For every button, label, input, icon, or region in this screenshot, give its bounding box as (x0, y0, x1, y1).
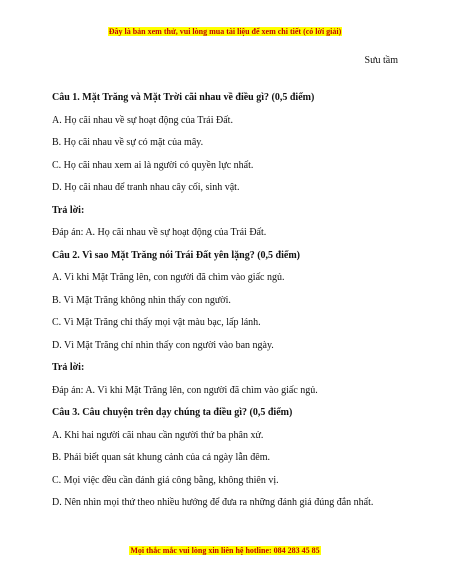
answer-option: B. Phải biết quan sát khung cảnh của cả ngày lẫn đêm. (52, 452, 270, 463)
hotline-banner-text: Mọi thắc mắc vui lòng xin liên hệ hotline: 084 283 45 85 (130, 546, 320, 555)
hotline-banner (0, 546, 450, 556)
source-note: Sưu tầm (364, 55, 398, 66)
preview-banner (0, 27, 450, 37)
answer-option: B. Vì Mặt Trăng không nhìn thấy con người. (52, 294, 231, 306)
answer-option: C. Họ cãi nhau xem ai là người có quyền lực nhất. (52, 159, 254, 171)
answer-label: Trả lời: (52, 204, 85, 216)
question-heading: Câu 2. Vì sao Mặt Trăng nói Trái Đất yên lặng? (0,5 điểm) (52, 249, 300, 261)
answer-option: A. Khi hai người cãi nhau cần người thứ ba phân xử. (52, 429, 264, 441)
question-heading: Câu 3. Câu chuyện trên dạy chúng ta điều gì? (0,5 điểm) (52, 407, 293, 418)
question-heading: Câu 1. Mặt Trăng và Mặt Trời cãi nhau về điều gì? (0,5 điểm) (52, 92, 315, 103)
answer-option: C. Mọi việc đều cần đánh giá công bằng, không thiên vị. (52, 474, 279, 486)
answer-option: D. Vì Mặt Trăng chỉ nhìn thấy con người vào ban ngày. (52, 339, 274, 351)
preview-banner-text: Đây là bản xem thử, vui lòng mua tài liệu để xem chi tiết (có lời giải) (108, 27, 342, 36)
answer-option: B. Họ cãi nhau về sự có mặt của mây. (52, 137, 204, 148)
answer-option: A. Vì khi Mặt Trăng lên, con người đã chìm vào giấc ngủ. (52, 272, 285, 283)
answer-option: A. Họ cãi nhau về sự hoạt động của Trái Đất. (52, 114, 233, 126)
document-body (52, 92, 402, 520)
answer-option: D. Nên nhìn mọi thứ theo nhiều hướng để đưa ra những đánh giá đúng đắn nhất. (52, 497, 374, 508)
answer-option: D. Họ cãi nhau để tranh nhau cây cối, sinh vật. (52, 182, 240, 193)
answer-option: C. Vì Mặt Trăng chỉ thấy mọi vật màu bạc, lấp lánh. (52, 317, 261, 328)
answer-text: Đáp án: A. Vì khi Mặt Trăng lên, con người đã chìm vào giấc ngủ. (52, 384, 318, 396)
answer-text: Đáp án: A. Họ cãi nhau về sự hoạt động của Trái Đất. (52, 227, 267, 238)
answer-label: Trả lời: (52, 362, 85, 373)
